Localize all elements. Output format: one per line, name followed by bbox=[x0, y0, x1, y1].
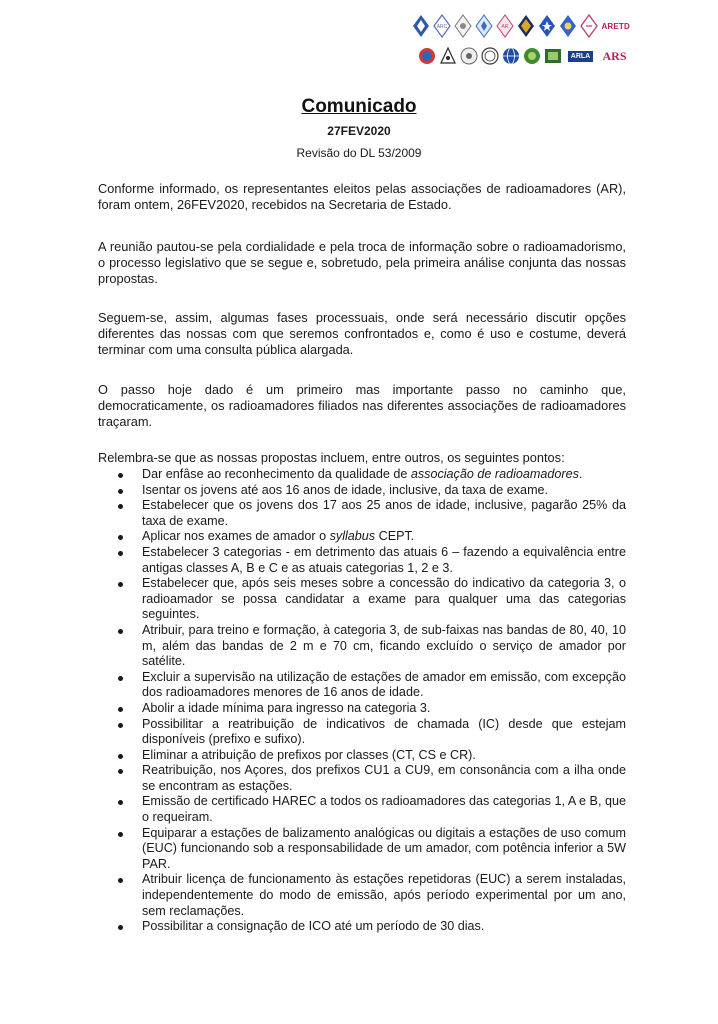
logo-diamond-white-icon bbox=[454, 14, 472, 38]
list-item: Excluir a supervisão na utilização de estações de amador em emissão, com excepção dos radioamadores menores de 16 anos de idade. bbox=[98, 670, 626, 701]
paragraph-4: O passo hoje dado é um primeiro mas importante passo no caminho que, democraticamente, os radioamadores filiados nas diferentes associações de radioamadores traçaram. bbox=[98, 382, 626, 430]
logo-arla: ARLA bbox=[565, 44, 596, 68]
logo-diamond-blue-dark-icon bbox=[559, 14, 577, 38]
list-item: Dar enfâse ao reconhecimento da qualidade de associação de radioamadores. bbox=[98, 467, 626, 483]
list-item: Emissão de certificado HAREC a todos os radioamadores das categorias 1, A e B, que o requeiram. bbox=[98, 794, 626, 825]
list-item: Possibilitar a consignação de ICO até um período de 30 dias. bbox=[98, 919, 626, 935]
list-item: Estabelecer que os jovens dos 17 aos 25 anos de idade, inclusive, pagarão 25% da taxa de exame. bbox=[98, 498, 626, 529]
document-subtitle: Revisão do DL 53/2009 bbox=[296, 146, 422, 160]
bullet-icon bbox=[118, 504, 123, 509]
bullet-icon bbox=[118, 489, 123, 494]
bullet-icon bbox=[118, 723, 123, 728]
logo-square-green-icon bbox=[544, 44, 562, 68]
list-item: Equiparar a estações de balizamento analógicas ou digitais a estações de uso comum (EUC) funcionando sob a responsabilidade de um amador, com potência inferior a 5W PAR. bbox=[98, 826, 626, 873]
list-item: Atribuir, para treino e formação, à categoria 3, de sub-faixas nas bandas de 80, 40, 10 m, além das bandas de 2 m e 70 cm, ficando excluído o serviço de amador por satélite. bbox=[98, 623, 626, 670]
logo-round-seal-icon bbox=[481, 44, 499, 68]
list-item: Estabelecer que, após seis meses sobre a concessão do indicativo da categoria 3, o radioamador se possa candidatar a exame para qualquer uma das categorias seguintes. bbox=[98, 576, 626, 623]
list-item: Estabelecer 3 categorias - em detrimento das atuais 6 – fazendo a equivalência entre antigas classes A, B e C e as atuais categorias 1, 2 e 3. bbox=[98, 545, 626, 576]
paragraph-3: Seguem-se, assim, algumas fases processuais, onde será necessário discutir opções diferentes das nossas com que seremos confrontados e, como é uso e costume, deverá terminar com uma consulta pública alargada. bbox=[98, 310, 626, 358]
logo-row-top bbox=[418, 14, 630, 38]
bullet-icon bbox=[118, 769, 123, 774]
bullet-icon bbox=[118, 473, 123, 478]
page-title: Comunicado bbox=[301, 96, 417, 117]
paragraph-2: A reunião pautou-se pela cordialidade e pela troca de informação sobre o radioamadorismo, o processo legislativo que se segue e, sobretudo, pela primeira análise conjunta das nossas propostas. bbox=[98, 239, 626, 287]
paragraph-1: Conforme informado, os representantes eleitos pelas associações de radioamadores (AR), foram ontem, 26FEV2020, recebidos na Secretaria de Estado. bbox=[98, 181, 626, 213]
bullet-icon bbox=[118, 551, 123, 556]
logo-diamond-navy-icon bbox=[517, 14, 535, 38]
proposals-list bbox=[98, 467, 626, 935]
svg-text:AR: AR bbox=[501, 24, 509, 30]
list-item: Reatribuição, nos Açores, dos prefixos CU1 a CU9, em consonância com a ilha onde se encontram as estações. bbox=[98, 763, 626, 794]
logo-diamond-pink-icon bbox=[496, 14, 514, 38]
logo-round-gray-icon bbox=[460, 44, 478, 68]
list-item: Eliminar a atribuição de prefixos por classes (CT, CS e CR). bbox=[98, 748, 626, 764]
bullet-icon bbox=[118, 800, 123, 805]
bullet-icon bbox=[118, 832, 123, 837]
svg-text:ARC: ARC bbox=[437, 24, 448, 30]
bullet-icon bbox=[118, 754, 123, 759]
logo-diamond-blue-icon bbox=[412, 14, 430, 38]
bullet-icon bbox=[118, 707, 123, 712]
logo-round-green-icon bbox=[523, 44, 541, 68]
list-item: Abolir a idade mínima para ingresso na categoria 3. bbox=[98, 701, 626, 717]
logo-aretd: ARETD bbox=[601, 21, 630, 31]
bullet-icon bbox=[118, 878, 123, 883]
document-date: 27FEV2020 bbox=[327, 124, 391, 138]
logo-round-globe-icon bbox=[502, 44, 520, 68]
logo-round-red-icon bbox=[418, 44, 436, 68]
logo-diamond-outline-icon bbox=[433, 14, 451, 38]
list-item: Aplicar nos exames de amador o syllabus CEPT. bbox=[98, 529, 626, 545]
list-item: Possibilitar a reatribuição de indicativos de chamada (IC) desde que estejam disponíveis (prefixo e sufixo). bbox=[98, 717, 626, 748]
list-item: Atribuir licença de funcionamento às estações repetidoras (EUC) a serem instaladas, independentemente do modo de emissão, após período experimental por um ano, sem reclamações. bbox=[98, 872, 626, 919]
bullet-icon bbox=[118, 925, 123, 930]
logo-row-bottom bbox=[418, 44, 630, 68]
bullet-icon bbox=[118, 676, 123, 681]
bullet-icon bbox=[118, 582, 123, 587]
list-item: Isentar os jovens até aos 16 anos de idade, inclusive, da taxa de exame. bbox=[98, 483, 626, 499]
logo-triangle-icon bbox=[439, 44, 457, 68]
logo-ars: ARS bbox=[602, 48, 627, 63]
bullet-icon bbox=[118, 535, 123, 540]
bullet-icon bbox=[118, 629, 123, 634]
logo-diamond-pink-sign-icon bbox=[580, 14, 598, 38]
logo-diamond-lightblue-icon bbox=[475, 14, 493, 38]
paragraph-5: Relembra-se que as nossas propostas incluem, entre outros, os seguintes pontos: bbox=[98, 450, 565, 465]
association-logos bbox=[418, 14, 630, 74]
logo-diamond-blue-star-icon bbox=[538, 14, 556, 38]
